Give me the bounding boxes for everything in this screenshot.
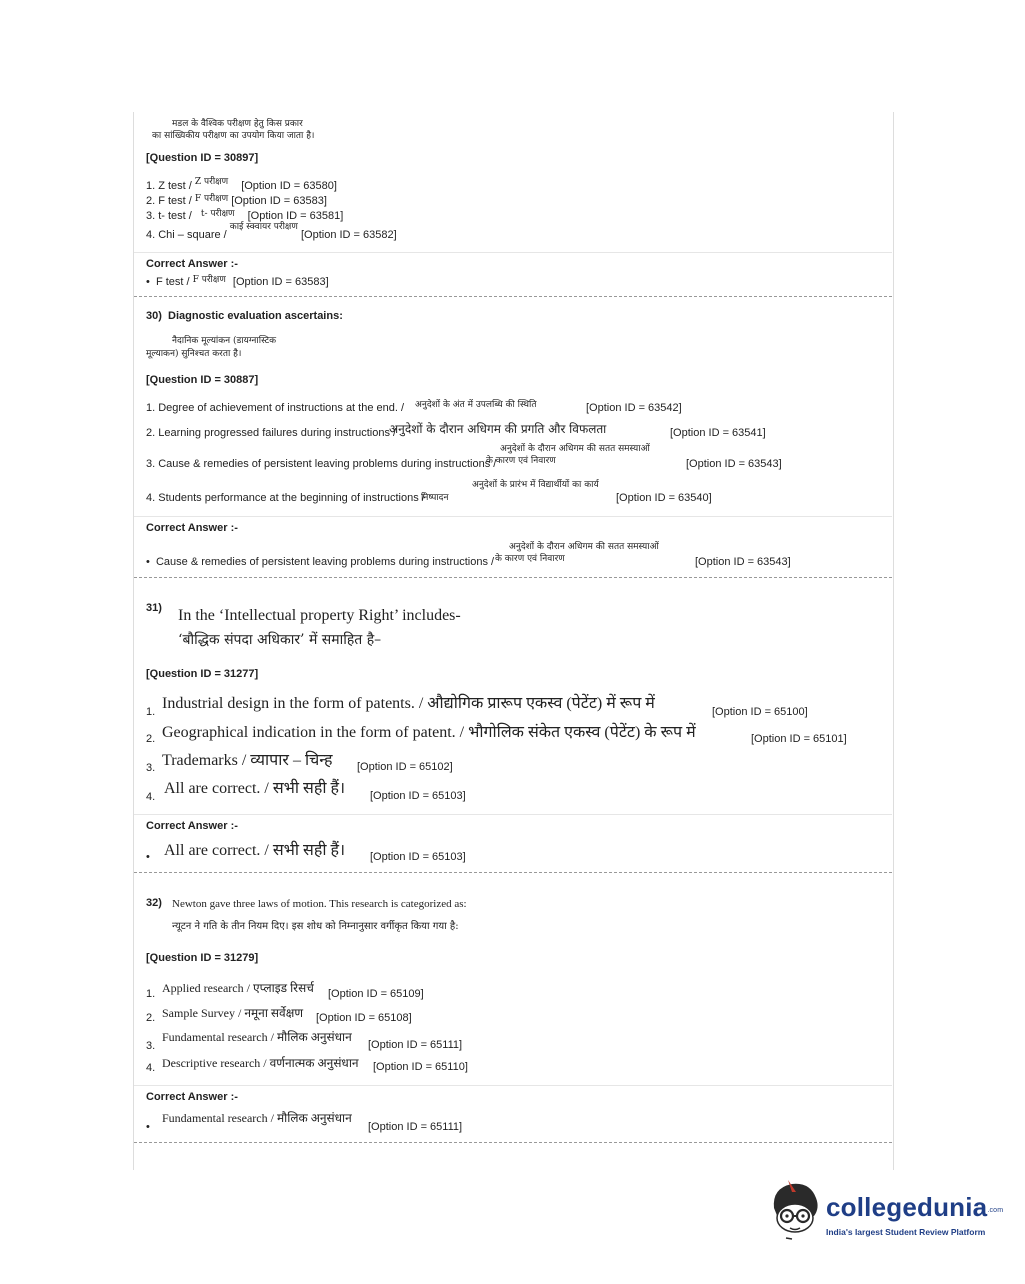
q31-option-2-text: Geographical indication in the form of patent. / भौगोलिक संकेत एकस्व (पेटेंट) के रूप में bbox=[162, 724, 696, 741]
option-number: 1. Z test / bbox=[146, 180, 192, 192]
divider bbox=[134, 814, 892, 815]
q30-option-4-text: 4. Students performance at the beginning of instructions / bbox=[146, 492, 425, 504]
q32-answer-option-id: [Option ID = 65111] bbox=[368, 1121, 463, 1133]
option-hindi: Z परीक्षण bbox=[194, 177, 229, 187]
question-separator bbox=[134, 296, 892, 297]
divider bbox=[134, 252, 892, 253]
q30-option-4-id: [Option ID = 63540] bbox=[616, 492, 712, 504]
q32-option-4-text: Descriptive research / वर्णनात्मक अनुसंधान bbox=[162, 1056, 359, 1070]
q31-answer-option-id: [Option ID = 65103] bbox=[370, 851, 466, 863]
q31-option-1-id: [Option ID = 65100] bbox=[712, 706, 808, 718]
q31-option-3-num: 3. bbox=[146, 762, 156, 774]
option-id: [Option ID = 63580] bbox=[241, 180, 337, 192]
divider bbox=[134, 516, 892, 517]
q32-hindi: न्यूटन ने गति के तीन नियम दिए। इस शोध को निम्नानुसार वर्गीकृत किया गया है: bbox=[172, 921, 459, 932]
q30-option-1-id: [Option ID = 63542] bbox=[586, 402, 682, 414]
option-number: 4. Chi – square / bbox=[146, 229, 227, 241]
logo-suffix: .com bbox=[987, 1207, 1004, 1214]
q32-option-4-id: [Option ID = 65110] bbox=[373, 1061, 468, 1073]
q32-option-1-num: 1. bbox=[146, 988, 156, 1000]
q29-answer-label: Correct Answer :- bbox=[146, 258, 238, 270]
q30-option-3-id: [Option ID = 63543] bbox=[686, 458, 782, 470]
option-id: [Option ID = 63581] bbox=[247, 210, 344, 222]
q31-option-1-num: 1. bbox=[146, 706, 156, 718]
q32-option-2-text: Sample Survey / नमूना सर्वेक्षण bbox=[162, 1006, 303, 1020]
q31-option-4-id: [Option ID = 65103] bbox=[370, 790, 466, 802]
q29-option-4 bbox=[146, 222, 397, 241]
q30-answer-label: Correct Answer :- bbox=[146, 522, 238, 534]
logo-wordmark: collegedunia.com bbox=[826, 1192, 1004, 1222]
q32-option-1-id: [Option ID = 65109] bbox=[328, 988, 424, 1000]
q31-option-2-num: 2. bbox=[146, 733, 156, 745]
question-separator bbox=[134, 1142, 892, 1143]
q30-answer-hindi1: अनुदेशों के दौरान अधिगम की सतत समस्याओं bbox=[509, 542, 659, 552]
bullet-icon: • bbox=[146, 276, 156, 288]
q30-title bbox=[146, 310, 343, 322]
q31-option-3-text: Trademarks / व्यापार – चिन्ह bbox=[162, 752, 333, 769]
q31-title: In the ‘Intellectual property Right’ includes- bbox=[178, 607, 461, 624]
q32-option-3-id: [Option ID = 65111] bbox=[368, 1039, 463, 1051]
q31-option-2-id: [Option ID = 65101] bbox=[751, 733, 847, 745]
q32-answer-label: Correct Answer :- bbox=[146, 1091, 238, 1103]
logo-tagline: India's largest Student Review Platform bbox=[826, 1227, 986, 1237]
q30-answer-hindi2: के कारण एवं निवारण bbox=[495, 554, 565, 564]
option-hindi: काई स्क्वायर परीक्षण bbox=[229, 222, 298, 232]
q30-option-3-text: 3. Cause & remedies of persistent leaving problems during instructions / bbox=[146, 458, 497, 470]
question-separator bbox=[134, 577, 892, 578]
bullet-icon: • bbox=[146, 851, 150, 863]
q32-option-3-num: 3. bbox=[146, 1040, 156, 1052]
q31-option-1-text: Industrial design in the form of patents. / औद्योगिक प्रारूप एकस्व (पेटेंट) में रूप में bbox=[162, 695, 655, 712]
q31-option-4-num: 4. bbox=[146, 791, 156, 803]
q31-hindi: ‘बौद्धिक संपदा अधिकार’ में समाहित है– bbox=[178, 632, 382, 648]
collegedunia-mascot-icon bbox=[766, 1178, 824, 1240]
q32-option-2-num: 2. bbox=[146, 1012, 156, 1024]
q30-answer-option-id: [Option ID = 63543] bbox=[695, 556, 791, 568]
q31-option-3-id: [Option ID = 65102] bbox=[357, 761, 453, 773]
q30-option-4-hindi2: निष्पादन bbox=[421, 493, 449, 503]
q30-question-id: [Question ID = 30887] bbox=[146, 374, 259, 386]
question-number: 30) bbox=[146, 310, 162, 322]
q31-option-4-text: All are correct. / सभी सही हैं। bbox=[164, 780, 346, 797]
q29-answer bbox=[146, 275, 329, 288]
q29-option-1 bbox=[146, 179, 337, 192]
q30-answer-text: • Cause & remedies of persistent leaving problems during instructions / bbox=[146, 556, 495, 568]
q32-option-1-text: Applied research / एप्लाइड रिसर्च bbox=[162, 981, 314, 995]
option-id: [Option ID = 63583] bbox=[231, 195, 327, 207]
q32-title: Newton gave three laws of motion. This research is categorized as: bbox=[172, 898, 467, 910]
answer-option-id: [Option ID = 63583] bbox=[232, 276, 329, 288]
q30-option-1-hindi: अनुदेशों के अंत में उपलब्धि की स्थिति bbox=[415, 400, 537, 410]
q31-answer-text: All are correct. / सभी सही हैं। bbox=[164, 842, 346, 859]
q30-option-4-hindi1: अनुदेशों के प्रारंभ में विद्यार्थीयों का कार्य bbox=[472, 480, 599, 490]
q31-number: 31) bbox=[146, 602, 162, 614]
q29-option-3 bbox=[146, 209, 343, 222]
option-hindi: t- परीक्षण bbox=[200, 209, 235, 219]
q30-option-3-hindi1: अनुदेशों के दौरान अधिगम की सतत समस्याओं bbox=[500, 444, 650, 454]
q29-hindi-line1: मडल के वैश्विक परीक्षण हेतु किस प्रकार bbox=[172, 119, 303, 129]
q31-question-id: [Question ID = 31277] bbox=[146, 668, 259, 680]
q32-option-3-text: Fundamental research / मौलिक अनुसंधान bbox=[162, 1030, 352, 1044]
q30-option-2-id: [Option ID = 63541] bbox=[670, 427, 766, 439]
q32-question-id: [Question ID = 31279] bbox=[146, 952, 259, 964]
option-hindi: F परीक्षण bbox=[194, 194, 229, 204]
q32-option-2-id: [Option ID = 65108] bbox=[316, 1012, 412, 1024]
answer-text: F test / bbox=[155, 276, 190, 288]
q32-option-4-num: 4. bbox=[146, 1062, 156, 1074]
q30-hindi-line1: नैदानिक मूल्यांकन (डायग्नास्टिक bbox=[172, 336, 277, 346]
q30-option-2-hindi: अनुदेशों के दौरान अधिगम की प्रगति और विफलता bbox=[389, 422, 607, 436]
q30-option-1-text: 1. Degree of achievement of instructions at the end. / bbox=[146, 402, 405, 414]
q29-option-2 bbox=[146, 194, 327, 207]
q30-option-2-text: 2. Learning progressed failures during instructions / bbox=[146, 427, 397, 439]
question-separator bbox=[134, 872, 892, 873]
q32-number: 32) bbox=[146, 897, 162, 909]
bullet-icon: • bbox=[146, 556, 156, 568]
answer-hindi: F परीक्षण bbox=[192, 275, 226, 285]
option-number: 3. t- test / bbox=[146, 210, 192, 222]
q31-answer-label: Correct Answer :- bbox=[146, 820, 238, 832]
bullet-icon: • bbox=[146, 1121, 150, 1133]
q29-hindi-line2: का सांख्यिकीय परीक्षण का उपयोग किया जाता है। bbox=[152, 131, 315, 141]
q32-answer-text: Fundamental research / मौलिक अनुसंधान bbox=[162, 1111, 352, 1125]
q29-question-id: [Question ID = 30897] bbox=[146, 152, 259, 164]
option-id: [Option ID = 63582] bbox=[300, 229, 397, 241]
question-text: Diagnostic evaluation ascertains: bbox=[168, 310, 343, 322]
divider bbox=[134, 1085, 892, 1086]
q30-option-3-hindi2: के कारण एवं निवारण bbox=[486, 456, 556, 466]
q30-hindi-line2: मूल्याकन) सुनिश्चत करता है। bbox=[146, 349, 242, 359]
option-number: 2. F test / bbox=[146, 195, 192, 207]
